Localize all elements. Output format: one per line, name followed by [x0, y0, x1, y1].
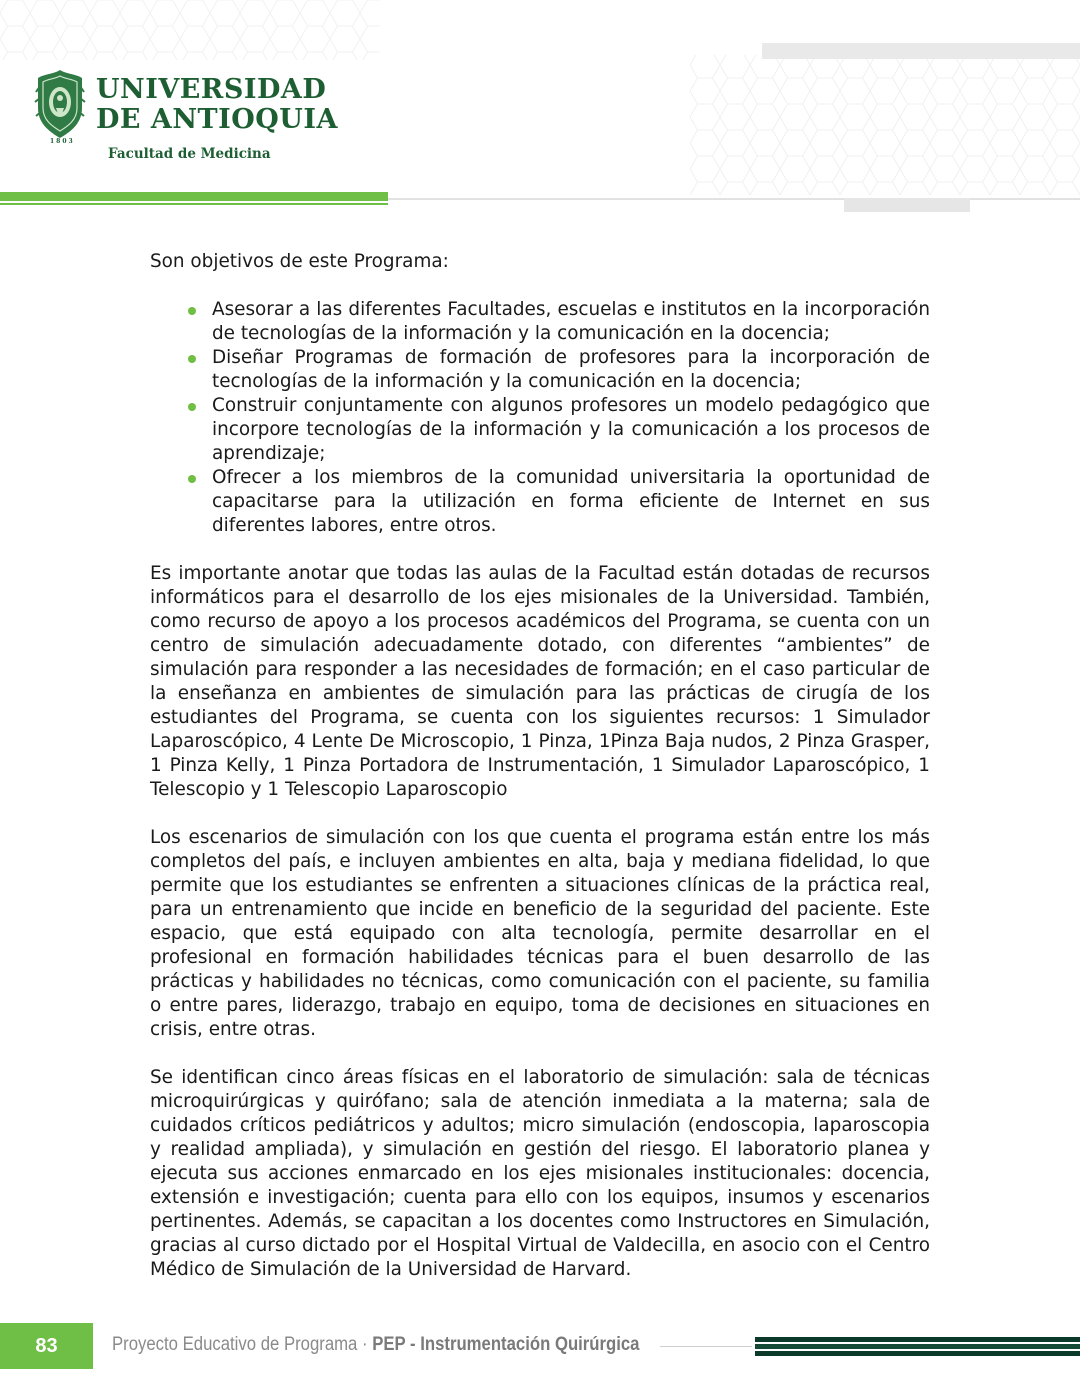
header-gray-band: [762, 43, 1080, 59]
objective-item: Ofrecer a los miembros de la comunidad universitaria la oportunidad de capacitarse para la utilización en forma eficiente de Internet en sus diferentes labores, entre otros.: [212, 467, 930, 536]
document-body: [150, 250, 930, 1282]
footer-title-bold: PEP - Instrumentación Quirúrgica: [372, 1334, 640, 1355]
university-logo: [30, 68, 340, 168]
header-gray-rule: [388, 198, 1080, 200]
objectives-intro: Son objetivos de este Programa:: [150, 251, 449, 272]
footer-rule: [660, 1346, 752, 1347]
objectives-list: [150, 298, 930, 538]
paragraph-resources: Es importante anotar que todas las aulas de la Facultad están dotadas de recursos informáticos para el desarrollo de los ejes misionales de la Universidad. También, como recurso de apoyo a los procesos académicos del Programa, se cuenta con un centro de simulación adecuadamente dotado, con diferentes “ambientes” de simulación para responder a las necesidades de formación; en el caso particular de la enseñanza en ambientes de simulación para las prácticas de cirugía de los estudiantes del Programa, se cuenta con los siguientes recursos: 1 Simulador Laparoscópico, 4 Lente De Microscopio, 1 Pinza, 1Pinza Baja nudos, 2 Pinza Grasper, 1 Pinza Kelly, 1 Pinza Portadora de Instrumentación, 1 Simulador Laparoscópico, 1 Telescopio y 1 Telescopio Laparoscopio: [150, 563, 930, 800]
university-seal-icon: [32, 68, 88, 140]
objective-item: Construir conjuntamente con algunos profesores un modelo pedagógico que incorpore tecnologías de la información y la comunicación a los procesos de aprendizaje;: [212, 395, 930, 464]
paragraph-scenarios: Los escenarios de simulación con los que cuenta el programa están entre los más completos del país, e incluyen ambientes en alta, baja y mediana fidelidad, lo que permite que los estudiantes se enfrenten a situaciones clínicas de la práctica real, para un entrenamiento que incide en beneficio de la seguridad del paciente. Este espacio, que está equipado con alta tecnología, permite desarrollar en el profesional en formación habilidades técnicas para el buen desarrollo de las prácticas y habilidades no técnicas, como comunicación con el paciente, su familia o entre pares, liderazgo, trabajo en equipo, toma de decisiones en situaciones en crisis, entre otras.: [150, 827, 930, 1040]
university-name-line2: DE ANTIOQUIA: [96, 104, 338, 135]
header-green-bar: [0, 192, 388, 201]
header-gray-block: [844, 198, 970, 212]
footer-title-prefix: Proyecto Educativo de Programa ·: [112, 1334, 373, 1355]
paragraph-areas: Se identifican cinco áreas físicas en el laboratorio de simulación: sala de técnicas microquirúrgicas y quirófano; sala de atención inmediata a la materna; sala de cuidados críticos pediátricos y adultos; micro simulación (endoscopia, laparoscopia y realidad ampliada), y simulación en gestión del riesgo. El laboratorio planea y ejecuta sus acciones enmarcado en los ejes misionales institucionales: docencia, extensión e investigación; cuenta para ello con los equipos, insumos y escenarios pertinentes. Además, se capacitan a los docentes como Instructores en Simulación, gracias al curso dictado por el Hospital Virtual de Valdecilla, en asocio con el Centro Médico de Simulación de la Universidad de Harvard.: [150, 1067, 930, 1280]
header-green-rule: [0, 203, 388, 205]
page-number: 83: [0, 1323, 93, 1369]
founding-year: 1803: [50, 138, 75, 145]
university-name-line1: UNIVERSIDAD: [96, 74, 327, 105]
footer-stripes: [755, 1337, 1080, 1357]
footer-document-title: [112, 1334, 639, 1356]
faculty-name: Facultad de Medicina: [108, 146, 271, 162]
objective-item: Diseñar Programas de formación de profesores para la incorporación de tecnologías de la información y la comunicación en la docencia;: [212, 347, 930, 392]
objective-item: Asesorar a las diferentes Facultades, escuelas e institutos en la incorporación de tecnologías de la información y la comunicación en la docencia;: [212, 299, 930, 344]
